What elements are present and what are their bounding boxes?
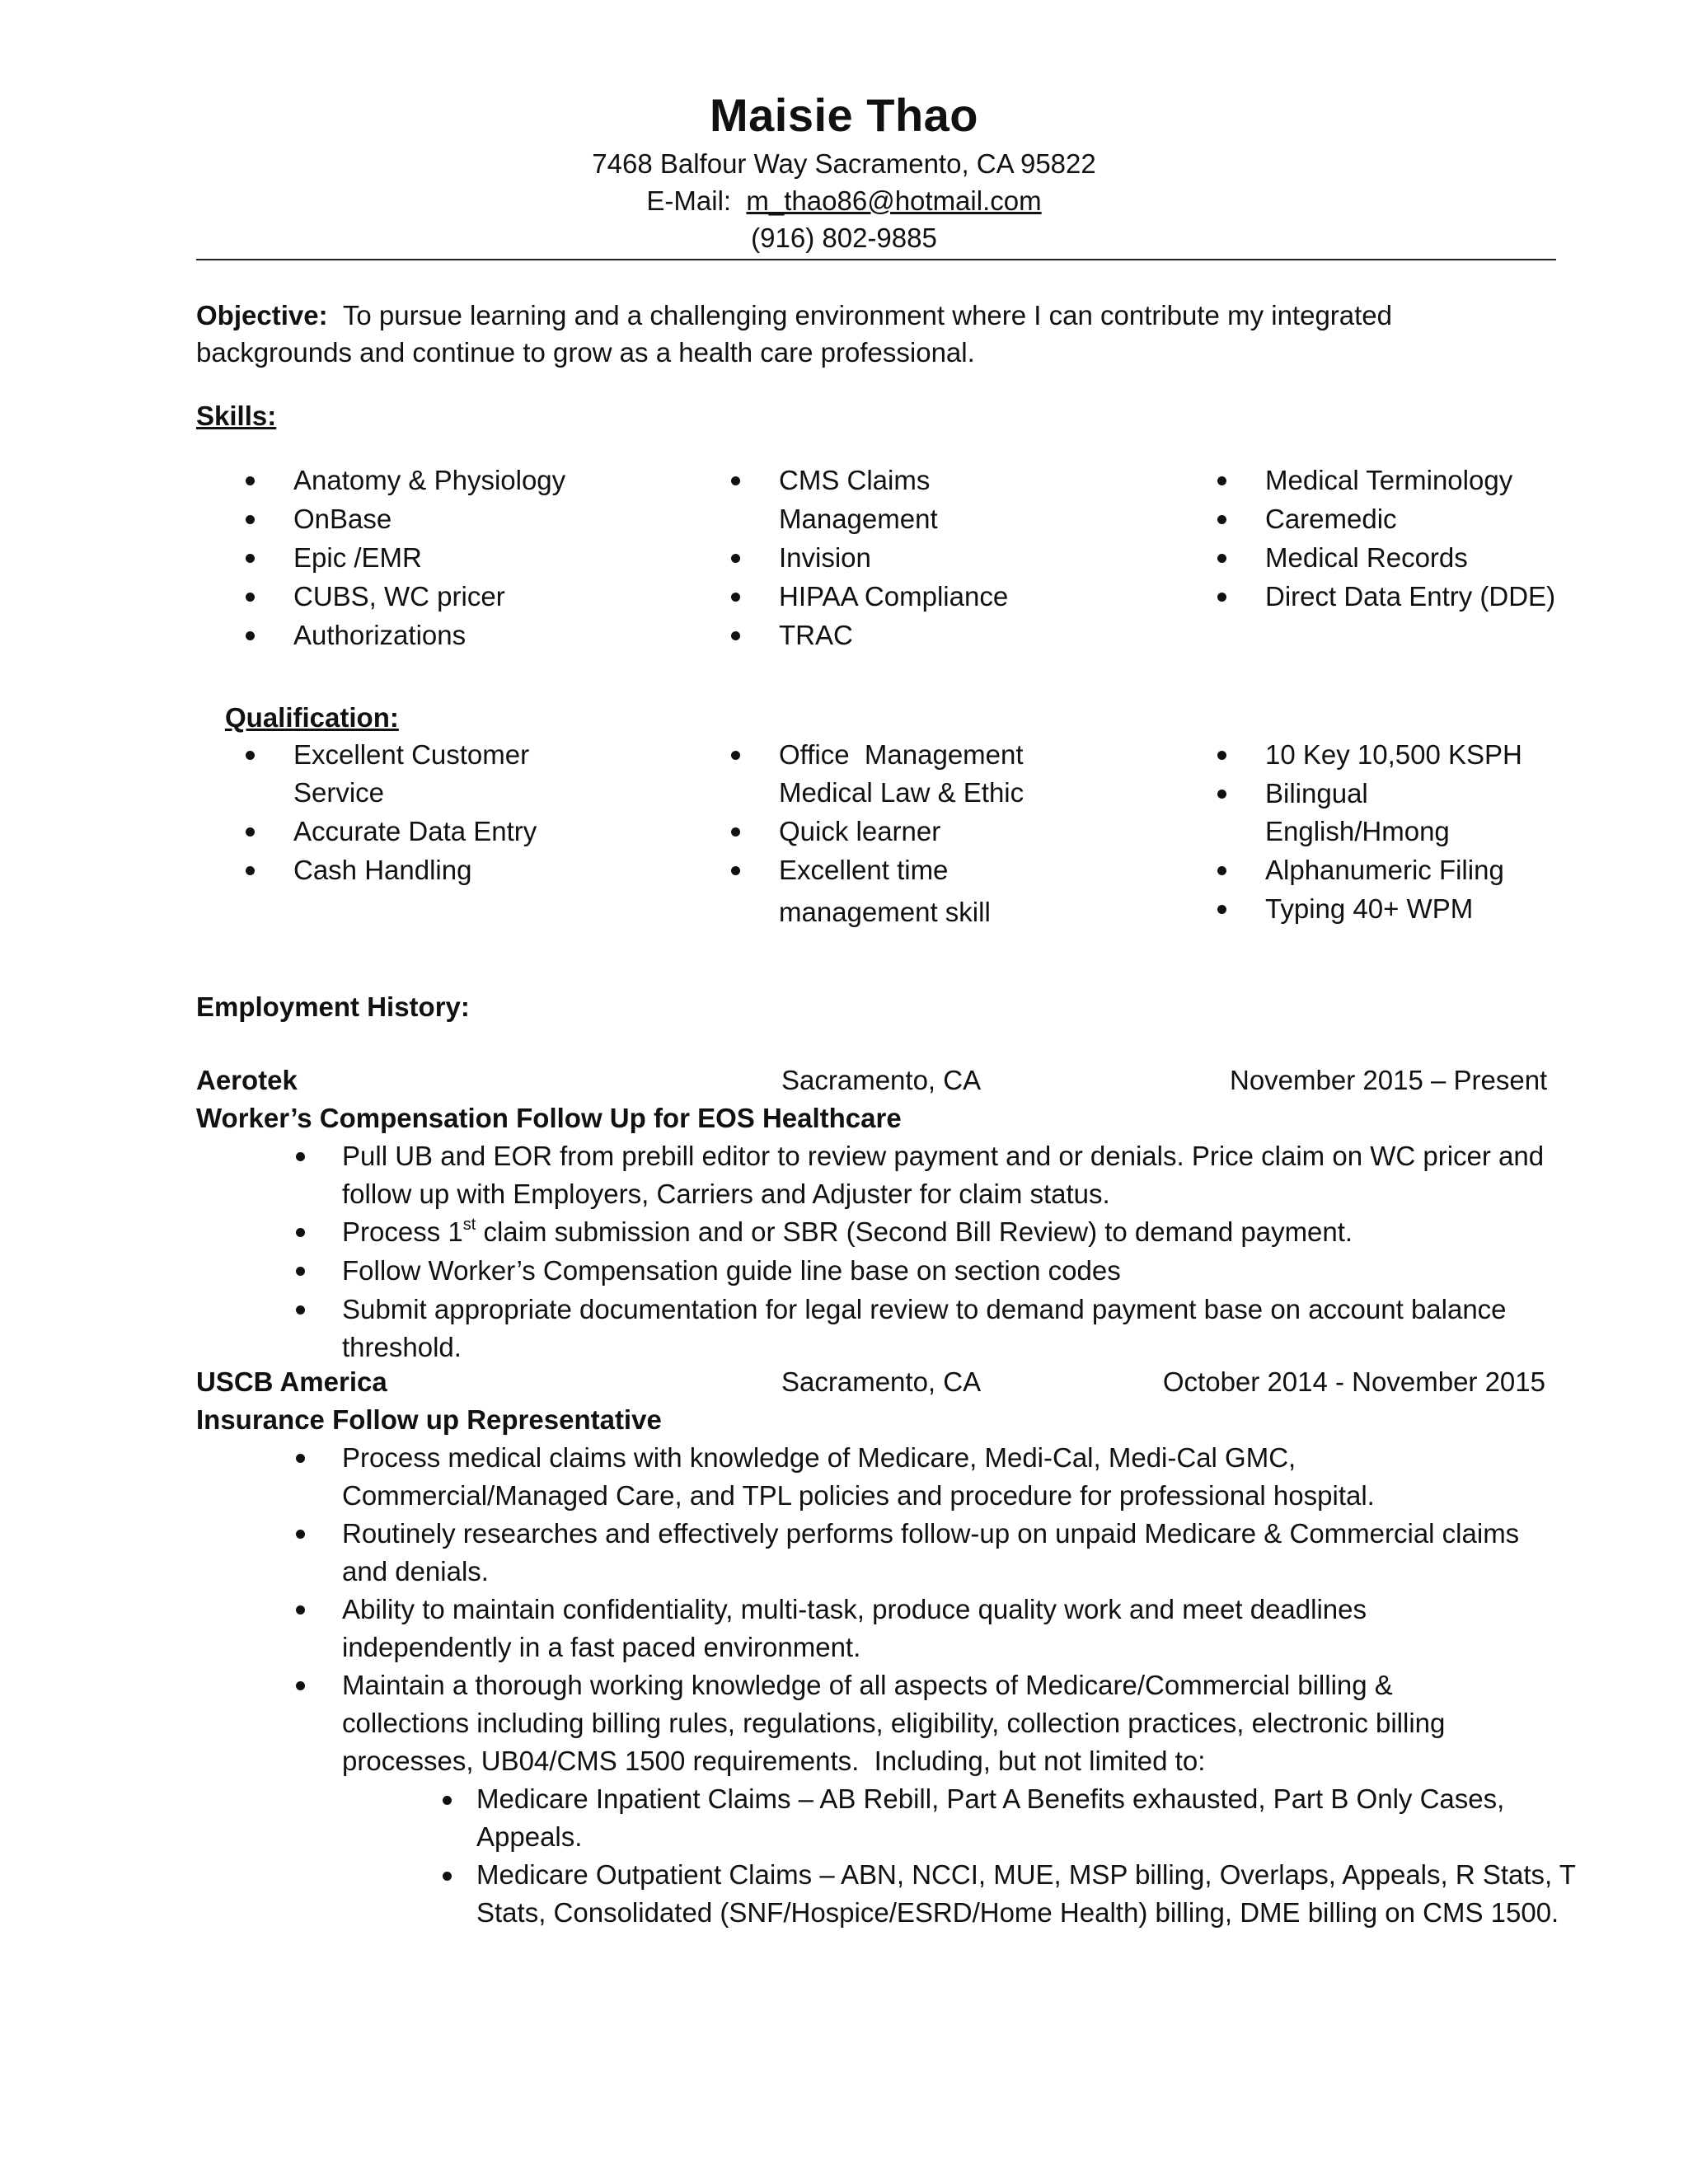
qualification-item: Bilingual <box>1265 778 1368 808</box>
bullet-icon <box>1217 515 1226 524</box>
skill-item: Caremedic <box>1265 504 1397 534</box>
bullet-icon <box>296 1605 305 1615</box>
email-link[interactable]: m_thao86@hotmail.com <box>746 185 1042 216</box>
skill-item: Invision <box>779 542 871 573</box>
bullet-icon <box>246 593 255 602</box>
job-location: Sacramento, CA <box>781 1366 982 1397</box>
skill-item: CUBS, WC pricer <box>293 581 505 612</box>
bullet-icon <box>1217 593 1226 602</box>
skill-item: Medical Records <box>1265 542 1468 573</box>
bullet-icon <box>296 1228 305 1237</box>
job-bullet-text: collections including billing rules, regulations, eligibility, collection practices, electronic billing <box>342 1708 1446 1738</box>
job-title: Insurance Follow up Representative <box>196 1404 662 1435</box>
job-bullet-text: Ability to maintain confidentiality, multi-task, produce quality work and meet deadlines <box>342 1594 1367 1624</box>
job-company: Aerotek <box>196 1065 298 1095</box>
qualification-item-continued: Service <box>293 777 385 808</box>
employment-heading: Employment History: <box>196 991 470 1022</box>
job-bullet-text: and denials. <box>342 1556 489 1586</box>
email-label: E-Mail: <box>646 185 732 216</box>
objective-label: Objective: <box>196 300 328 330</box>
bullet-icon <box>1217 476 1226 485</box>
job-sub-bullet-text: Medicare Inpatient Claims – AB Rebill, Part A Benefits exhausted, Part B Only Cases, <box>476 1783 1505 1814</box>
bullet-icon <box>1217 751 1226 760</box>
phone-line: (916) 802-9885 <box>751 223 937 253</box>
bullet-icon <box>731 866 740 875</box>
qualification-item: Typing 40+ WPM <box>1265 893 1474 924</box>
qualification-item-continued: management skill <box>779 897 991 927</box>
skill-item-continued: Management <box>779 504 938 534</box>
qualification-item-continued: Medical Law & Ethic <box>779 777 1025 808</box>
bullet-icon <box>296 1152 305 1161</box>
qualification-item: Alphanumeric Filing <box>1265 855 1504 885</box>
job-bullet-text <box>342 1213 1353 1251</box>
qualification-item: 10 Key 10,500 KSPH <box>1265 739 1522 770</box>
qualification-item: Cash Handling <box>293 855 472 885</box>
bullet-icon <box>1217 866 1226 875</box>
skill-item: TRAC <box>779 620 853 650</box>
superscript: st <box>462 1216 476 1234</box>
job-company: USCB America <box>196 1366 387 1397</box>
job-bullet-text: threshold. <box>342 1332 462 1362</box>
skill-item: Medical Terminology <box>1265 465 1513 495</box>
job-bullet-text: Submit appropriate documentation for legal review to demand payment base on account balance <box>342 1294 1507 1324</box>
job-dates: October 2014 - November 2015 <box>1162 1366 1545 1397</box>
sub-bullet-icon <box>443 1796 452 1805</box>
bullet-icon <box>296 1305 305 1315</box>
qualification-item: Office Management <box>779 739 1024 770</box>
bullet-icon <box>296 1267 305 1276</box>
bullet-icon <box>246 631 255 640</box>
qualification-heading: Qualification: <box>225 702 399 733</box>
job-bullet-part: Process 1 <box>342 1216 463 1247</box>
skill-item: Epic /EMR <box>293 542 422 573</box>
skill-item: Authorizations <box>293 620 467 650</box>
objective-text-1: To pursue learning and a challenging environment where I can contribute my integrated <box>342 300 1393 330</box>
skill-item: HIPAA Compliance <box>779 581 1009 612</box>
bullet-icon <box>246 866 255 875</box>
job-sub-bullet-text: Stats, Consolidated (SNF/Hospice/ESRD/Home Health) billing, DME billing on CMS 1500. <box>476 1897 1559 1928</box>
bullet-icon <box>246 476 255 485</box>
bullet-icon <box>246 515 255 524</box>
bullet-icon <box>296 1454 305 1463</box>
bullet-icon <box>1217 554 1226 563</box>
job-bullet-part: claim submission and or SBR (Second Bill Review) to demand payment. <box>476 1216 1353 1247</box>
skill-item: CMS Claims <box>779 465 931 495</box>
skills-heading: Skills: <box>196 401 277 431</box>
job-bullet-text: independently in a fast paced environment. <box>342 1632 861 1662</box>
bullet-icon <box>731 554 740 563</box>
qualification-item: Excellent Customer <box>293 739 530 770</box>
qualification-item: Quick learner <box>779 816 941 846</box>
job-location: Sacramento, CA <box>781 1065 982 1095</box>
sub-bullet-icon <box>443 1872 452 1881</box>
qualification-item: Excellent time <box>779 855 949 885</box>
skill-item: OnBase <box>293 504 392 534</box>
job-sub-bullet-text: Medicare Outpatient Claims – ABN, NCCI, MUE, MSP billing, Overlaps, Appeals, R Stats, T <box>476 1859 1576 1890</box>
bullet-icon <box>731 751 740 760</box>
email-line <box>0 182 1688 220</box>
bullet-icon <box>1217 790 1226 799</box>
skill-item: Direct Data Entry (DDE) <box>1265 581 1556 612</box>
objective-text-2: backgrounds and continue to grow as a health care professional. <box>196 337 975 368</box>
job-bullet-text: Process medical claims with knowledge of Medicare, Medi-Cal, Medi-Cal GMC, <box>342 1442 1296 1473</box>
bullet-icon <box>731 593 740 602</box>
bullet-icon <box>296 1681 305 1690</box>
job-bullet-text: Commercial/Managed Care, and TPL policies and procedure for professional hospital. <box>342 1480 1375 1511</box>
candidate-name: Maisie Thao <box>709 89 979 141</box>
bullet-icon <box>1217 905 1226 914</box>
job-bullet-text: Routinely researches and effectively performs follow-up on unpaid Medicare & Commercial claims <box>342 1518 1520 1549</box>
header-divider <box>196 259 1556 260</box>
qualification-item: Accurate Data Entry <box>293 816 537 846</box>
job-dates: November 2015 – Present <box>1230 1065 1548 1095</box>
bullet-icon <box>731 631 740 640</box>
bullet-icon <box>731 476 740 485</box>
bullet-icon <box>246 827 255 837</box>
bullet-icon <box>296 1530 305 1539</box>
address-line: 7468 Balfour Way Sacramento, CA 95822 <box>592 148 1096 179</box>
objective-line-1 <box>196 297 1392 335</box>
job-bullet-text: Pull UB and EOR from prebill editor to review payment and or denials. Price claim on WC pricer and <box>342 1141 1545 1171</box>
bullet-icon <box>246 554 255 563</box>
job-title: Worker’s Compensation Follow Up for EOS Healthcare <box>196 1103 902 1133</box>
bullet-icon <box>731 827 740 837</box>
bullet-icon <box>246 751 255 760</box>
skill-item: Anatomy & Physiology <box>293 465 566 495</box>
qualification-item-continued: English/Hmong <box>1265 816 1450 846</box>
job-bullet-text: follow up with Employers, Carriers and Adjuster for claim status. <box>342 1179 1110 1209</box>
job-bullet-text: Maintain a thorough working knowledge of all aspects of Medicare/Commercial billing & <box>342 1670 1393 1700</box>
job-bullet-text: processes, UB04/CMS 1500 requirements. Including, but not limited to: <box>342 1746 1206 1776</box>
job-bullet-text: Follow Worker’s Compensation guide line base on section codes <box>342 1255 1121 1286</box>
job-sub-bullet-text: Appeals. <box>476 1821 583 1852</box>
